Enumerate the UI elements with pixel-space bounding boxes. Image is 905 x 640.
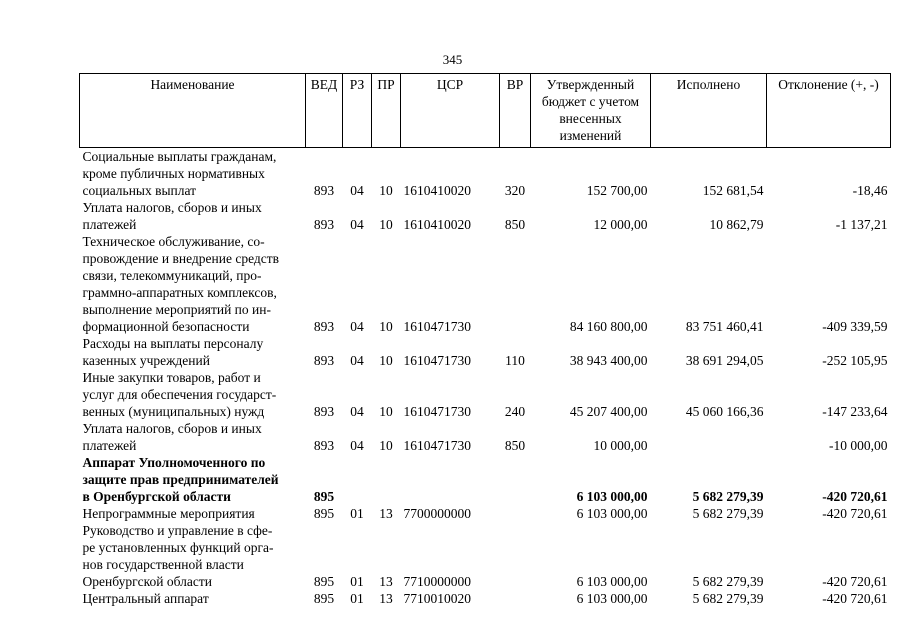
rz-cell xyxy=(343,454,372,505)
name-line: граммно-аппаратных комплексов, xyxy=(82,285,277,300)
header-row xyxy=(80,74,891,148)
deviation-cell: -252 105,95 xyxy=(822,353,888,368)
vr-cell: 240 xyxy=(504,404,526,419)
rz-cell: 04 xyxy=(350,353,364,368)
csr-cell: 1610471730 xyxy=(403,404,471,419)
name-cell xyxy=(80,454,306,505)
vr-cell: 110 xyxy=(505,353,525,368)
name-line: связи, телекоммуникаций, про- xyxy=(82,268,262,283)
executed-cell: 5 682 279,39 xyxy=(692,591,764,606)
executed-cell: 10 862,79 xyxy=(709,217,764,232)
name-line: кроме публичных нормативных xyxy=(82,166,265,181)
vr-cell: 320 xyxy=(504,183,526,198)
table-body xyxy=(80,148,891,608)
table-row xyxy=(80,505,891,522)
executed-cell: 152 681,54 xyxy=(702,183,764,198)
executed-cell xyxy=(651,420,767,454)
name-line: Непрограммные мероприятия xyxy=(82,506,255,521)
name-line: Аппарат Уполномоченного по xyxy=(82,455,266,470)
deviation-cell: -1 137,21 xyxy=(835,217,888,232)
page-number: 345 xyxy=(442,52,463,67)
name-line: провождение и внедрение средств xyxy=(82,251,280,266)
name-cell xyxy=(80,148,306,200)
name-line: Социальные выплаты гражданам, xyxy=(82,149,277,164)
name-cell xyxy=(80,420,306,454)
ved-cell: 893 xyxy=(313,183,335,198)
budget-cell: 45 207 400,00 xyxy=(569,404,648,419)
csr-cell: 7710010020 xyxy=(403,591,471,606)
column-header-executed: Исполнено xyxy=(651,74,767,148)
vr-cell xyxy=(500,522,531,590)
csr-cell: 7710000000 xyxy=(403,574,471,589)
table-row xyxy=(80,420,891,454)
budget-cell: 6 103 000,00 xyxy=(576,506,648,521)
ved-cell: 895 xyxy=(313,574,335,589)
csr-cell: 1610410020 xyxy=(403,217,471,232)
pr-cell: 10 xyxy=(379,319,393,334)
ved-cell: 893 xyxy=(313,353,335,368)
pr-cell: 13 xyxy=(379,574,393,589)
table-row xyxy=(80,454,891,505)
budget-cell: 152 700,00 xyxy=(586,183,648,198)
table-row xyxy=(80,148,891,200)
table-row xyxy=(80,199,891,233)
pr-cell: 13 xyxy=(379,591,393,606)
name-line: нов государственной власти xyxy=(82,557,244,572)
vr-cell xyxy=(500,454,531,505)
ved-cell: 895 xyxy=(313,489,335,504)
ved-cell: 893 xyxy=(313,319,335,334)
table-row xyxy=(80,369,891,420)
column-header-ved: ВЕД xyxy=(306,74,343,148)
ved-cell: 893 xyxy=(313,217,335,232)
executed-cell: 45 060 166,36 xyxy=(685,404,764,419)
table-row xyxy=(80,233,891,335)
executed-cell: 5 682 279,39 xyxy=(692,489,764,504)
deviation-cell: -10 000,00 xyxy=(829,438,888,453)
vr-cell xyxy=(500,505,531,522)
deviation-cell: -409 339,59 xyxy=(822,319,888,334)
name-cell xyxy=(80,522,306,590)
name-line: Оренбургской области xyxy=(82,574,212,589)
vr-cell xyxy=(500,233,531,335)
rz-cell: 04 xyxy=(350,217,364,232)
column-header-csr: ЦСР xyxy=(401,74,500,148)
name-line: формационной безопасности xyxy=(82,319,250,334)
name-line: услуг для обеспечения государст- xyxy=(82,387,277,402)
csr-cell: 1610471730 xyxy=(403,438,471,453)
name-line: казенных учреждений xyxy=(82,353,210,368)
name-line: Иные закупки товаров, работ и xyxy=(82,370,261,385)
column-header-vr: ВР xyxy=(500,74,531,148)
budget-cell: 38 943 400,00 xyxy=(569,353,648,368)
csr-cell: 7700000000 xyxy=(403,506,471,521)
name-line: социальных выплат xyxy=(82,183,197,198)
name-line: Центральный аппарат xyxy=(82,591,209,606)
executed-cell: 5 682 279,39 xyxy=(692,574,764,589)
rz-cell: 04 xyxy=(350,319,364,334)
csr-cell: 1610471730 xyxy=(403,319,471,334)
ved-cell: 893 xyxy=(313,438,335,453)
budget-cell: 12 000,00 xyxy=(593,217,648,232)
csr-cell: 1610410020 xyxy=(403,183,471,198)
deviation-cell: -420 720,61 xyxy=(822,591,888,606)
budget-cell: 84 160 800,00 xyxy=(569,319,648,334)
pr-cell: 10 xyxy=(379,438,393,453)
rz-cell: 04 xyxy=(350,404,364,419)
ved-cell: 895 xyxy=(313,591,335,606)
name-cell xyxy=(80,590,306,607)
table-row xyxy=(80,590,891,607)
budget-cell: 6 103 000,00 xyxy=(576,574,648,589)
deviation-cell: -420 720,61 xyxy=(822,489,888,504)
column-header-budget: Утвержденный бюджет с учетом внесенных изменений xyxy=(531,74,651,148)
deviation-cell: -147 233,64 xyxy=(822,404,888,419)
name-line: Расходы на выплаты персоналу xyxy=(82,336,264,351)
ved-cell: 895 xyxy=(313,506,335,521)
vr-cell: 850 xyxy=(504,438,526,453)
csr-cell xyxy=(401,454,500,505)
pr-cell xyxy=(372,454,401,505)
budget-cell: 10 000,00 xyxy=(593,438,648,453)
vr-cell: 850 xyxy=(504,217,526,232)
column-header-rz: РЗ xyxy=(343,74,372,148)
pr-cell: 10 xyxy=(379,353,393,368)
budget-table xyxy=(79,73,891,607)
rz-cell: 01 xyxy=(350,574,364,589)
name-line: Руководство и управление в сфе- xyxy=(82,523,273,538)
deviation-cell: -420 720,61 xyxy=(822,574,888,589)
pr-cell: 13 xyxy=(379,506,393,521)
name-cell xyxy=(80,233,306,335)
name-cell xyxy=(80,199,306,233)
table-row xyxy=(80,522,891,590)
name-cell xyxy=(80,369,306,420)
table-row xyxy=(80,335,891,369)
name-cell xyxy=(80,505,306,522)
ved-cell: 893 xyxy=(313,404,335,419)
name-line: защите прав предпринимателей xyxy=(82,472,279,487)
column-header-deviation: Отклонение (+, -) xyxy=(767,74,891,148)
executed-cell: 38 691 294,05 xyxy=(685,353,764,368)
pr-cell: 10 xyxy=(379,217,393,232)
rz-cell: 01 xyxy=(350,591,364,606)
name-line: Уплата налогов, сборов и иных xyxy=(82,421,262,436)
name-line: выполнение мероприятий по ин- xyxy=(82,302,271,317)
column-header-name: Наименование xyxy=(80,74,306,148)
name-line: платежей xyxy=(82,217,137,232)
vr-cell xyxy=(500,590,531,607)
name-line: платежей xyxy=(82,438,137,453)
name-line: Уплата налогов, сборов и иных xyxy=(82,200,262,215)
name-line: венных (муниципальных) нужд xyxy=(82,404,265,419)
csr-cell: 1610471730 xyxy=(403,353,471,368)
deviation-cell: -18,46 xyxy=(852,183,888,198)
name-cell xyxy=(80,335,306,369)
column-header-pr: ПР xyxy=(372,74,401,148)
deviation-cell: -420 720,61 xyxy=(822,506,888,521)
executed-cell: 83 751 460,41 xyxy=(685,319,764,334)
rz-cell: 01 xyxy=(350,506,364,521)
budget-cell: 6 103 000,00 xyxy=(576,591,648,606)
name-line: в Оренбургской области xyxy=(82,489,231,504)
executed-cell: 5 682 279,39 xyxy=(692,506,764,521)
pr-cell: 10 xyxy=(379,404,393,419)
rz-cell: 04 xyxy=(350,438,364,453)
budget-cell: 6 103 000,00 xyxy=(576,489,648,504)
name-line: Техническое обслуживание, со- xyxy=(82,234,265,249)
name-line: ре установленных функций орга- xyxy=(82,540,274,555)
rz-cell: 04 xyxy=(350,183,364,198)
pr-cell: 10 xyxy=(379,183,393,198)
